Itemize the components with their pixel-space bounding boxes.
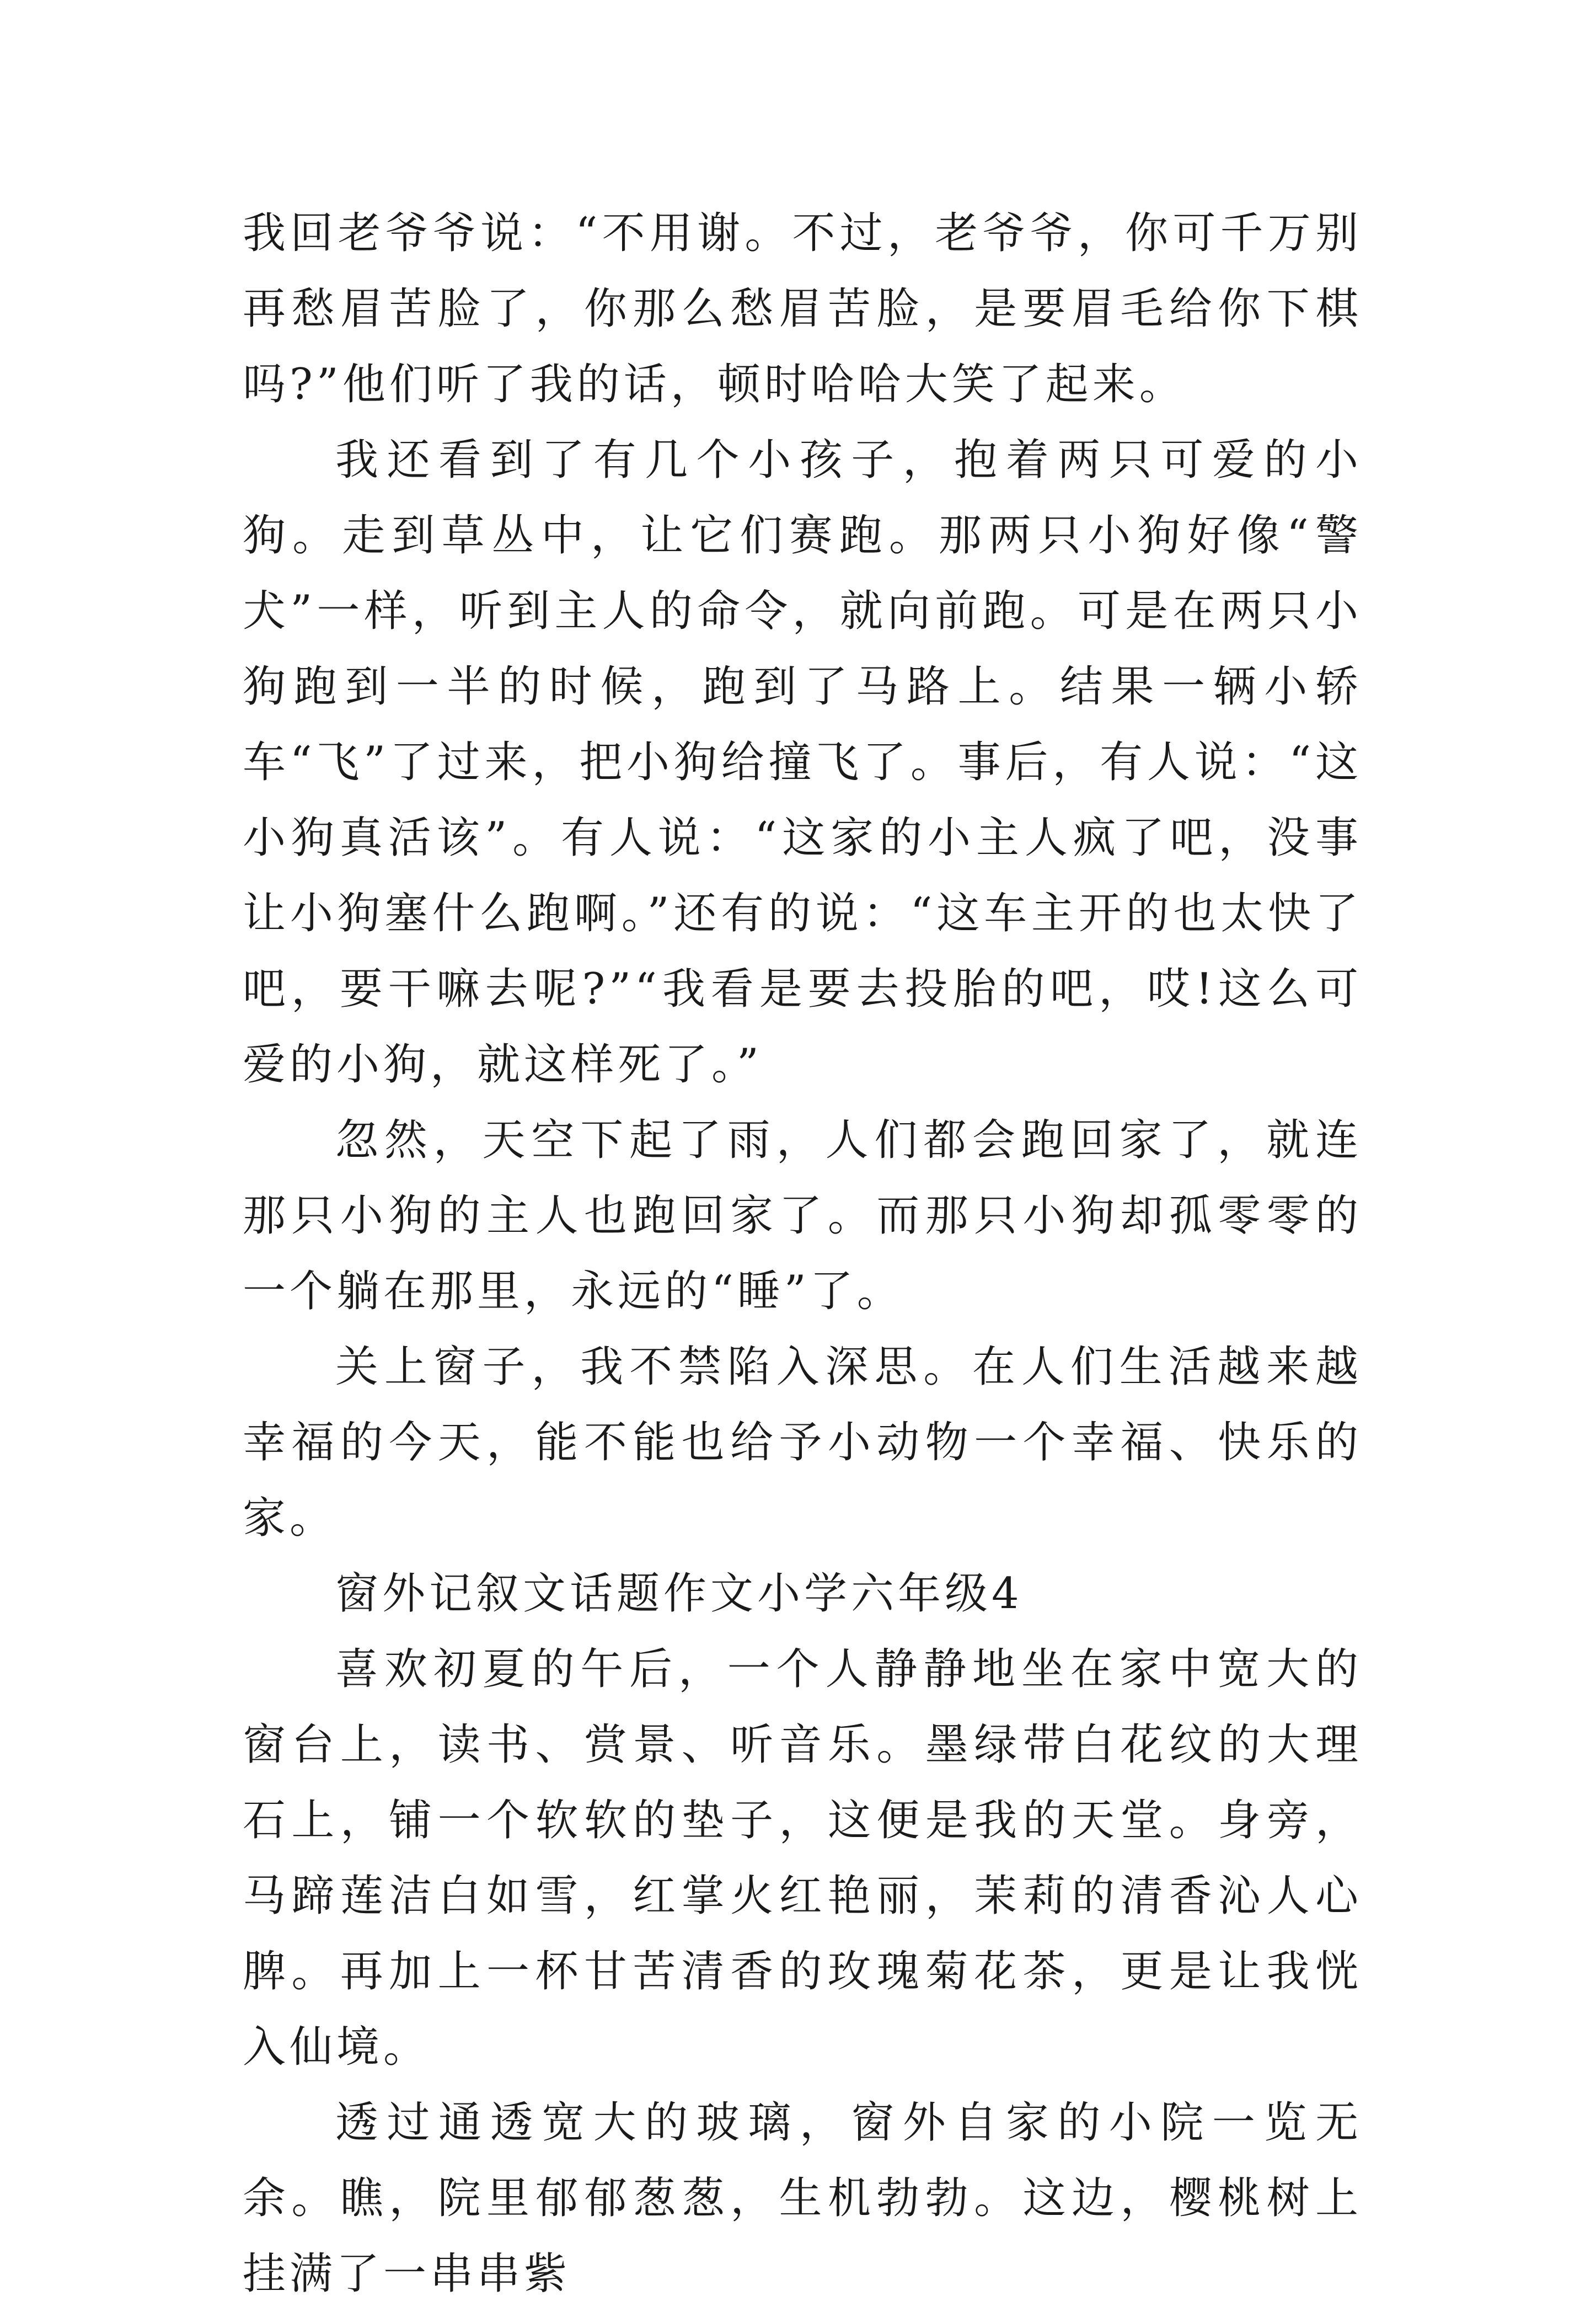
paragraph: 喜欢初夏的午后，一个人静静地坐在家中宽大的窗台上，读书、赏景、听音乐。墨绿带白花纹的大理石上，铺一个软软的垫子，这便是我的天堂。身旁，马蹄莲洁白如雪，红掌火红艳丽，茉莉的清香沁人心脾。再加上一杯甘苦清香的玫瑰菊花茶，更是让我恍入仙境。 bbox=[243, 1644, 1362, 2072]
paragraph: 忽然，天空下起了雨，人们都会跑回家了，就连那只小狗的主人也跑回家了。而那只小狗却孤零零的一个躺在那里，永远的“睡”了。 bbox=[243, 1115, 1362, 1316]
paragraph: 我还看到了有几个小孩子，抱着两只可爱的小狗。走到草丛中，让它们赛跑。那两只小狗好像“警犬”一样，听到主人的命令，就向前跑。可是在两只小狗跑到一半的时候，跑到了马路上。结果一辆小轿车“飞”了过来，把小狗给撞飞了。事后，有人说：“这小狗真活该”。有人说：“这家的小主人疯了吧，没事让小狗塞什么跑啊。”还有的说：“这车主开的也太快了吧，要干嘛去呢?”“我看是要去投胎的吧，哎!这么可爱的小狗，就这样死了。” bbox=[243, 435, 1362, 1090]
section-title: 窗外记叙文话题作文小学六年级4 bbox=[335, 1569, 1023, 1619]
paragraph: 透过通透宽大的玻璃，窗外自家的小院一览无余。瞧，院里郁郁葱葱，生机勃勃。这边，樱桃树上挂满了一串串紫 bbox=[243, 2098, 1362, 2299]
document-body bbox=[243, 196, 1362, 2312]
paragraph: 我回老爷爷说：“不用谢。不过，老爷爷，你可千万别再愁眉苦脸了，你那么愁眉苦脸，是要眉毛给你下棋吗?”他们听了我的话，顿时哈哈大笑了起来。 bbox=[243, 209, 1362, 409]
paragraph: 关上窗子，我不禁陷入深思。在人们生活越来越幸福的今天，能不能也给予小动物一个幸福、快乐的家。 bbox=[243, 1342, 1362, 1543]
